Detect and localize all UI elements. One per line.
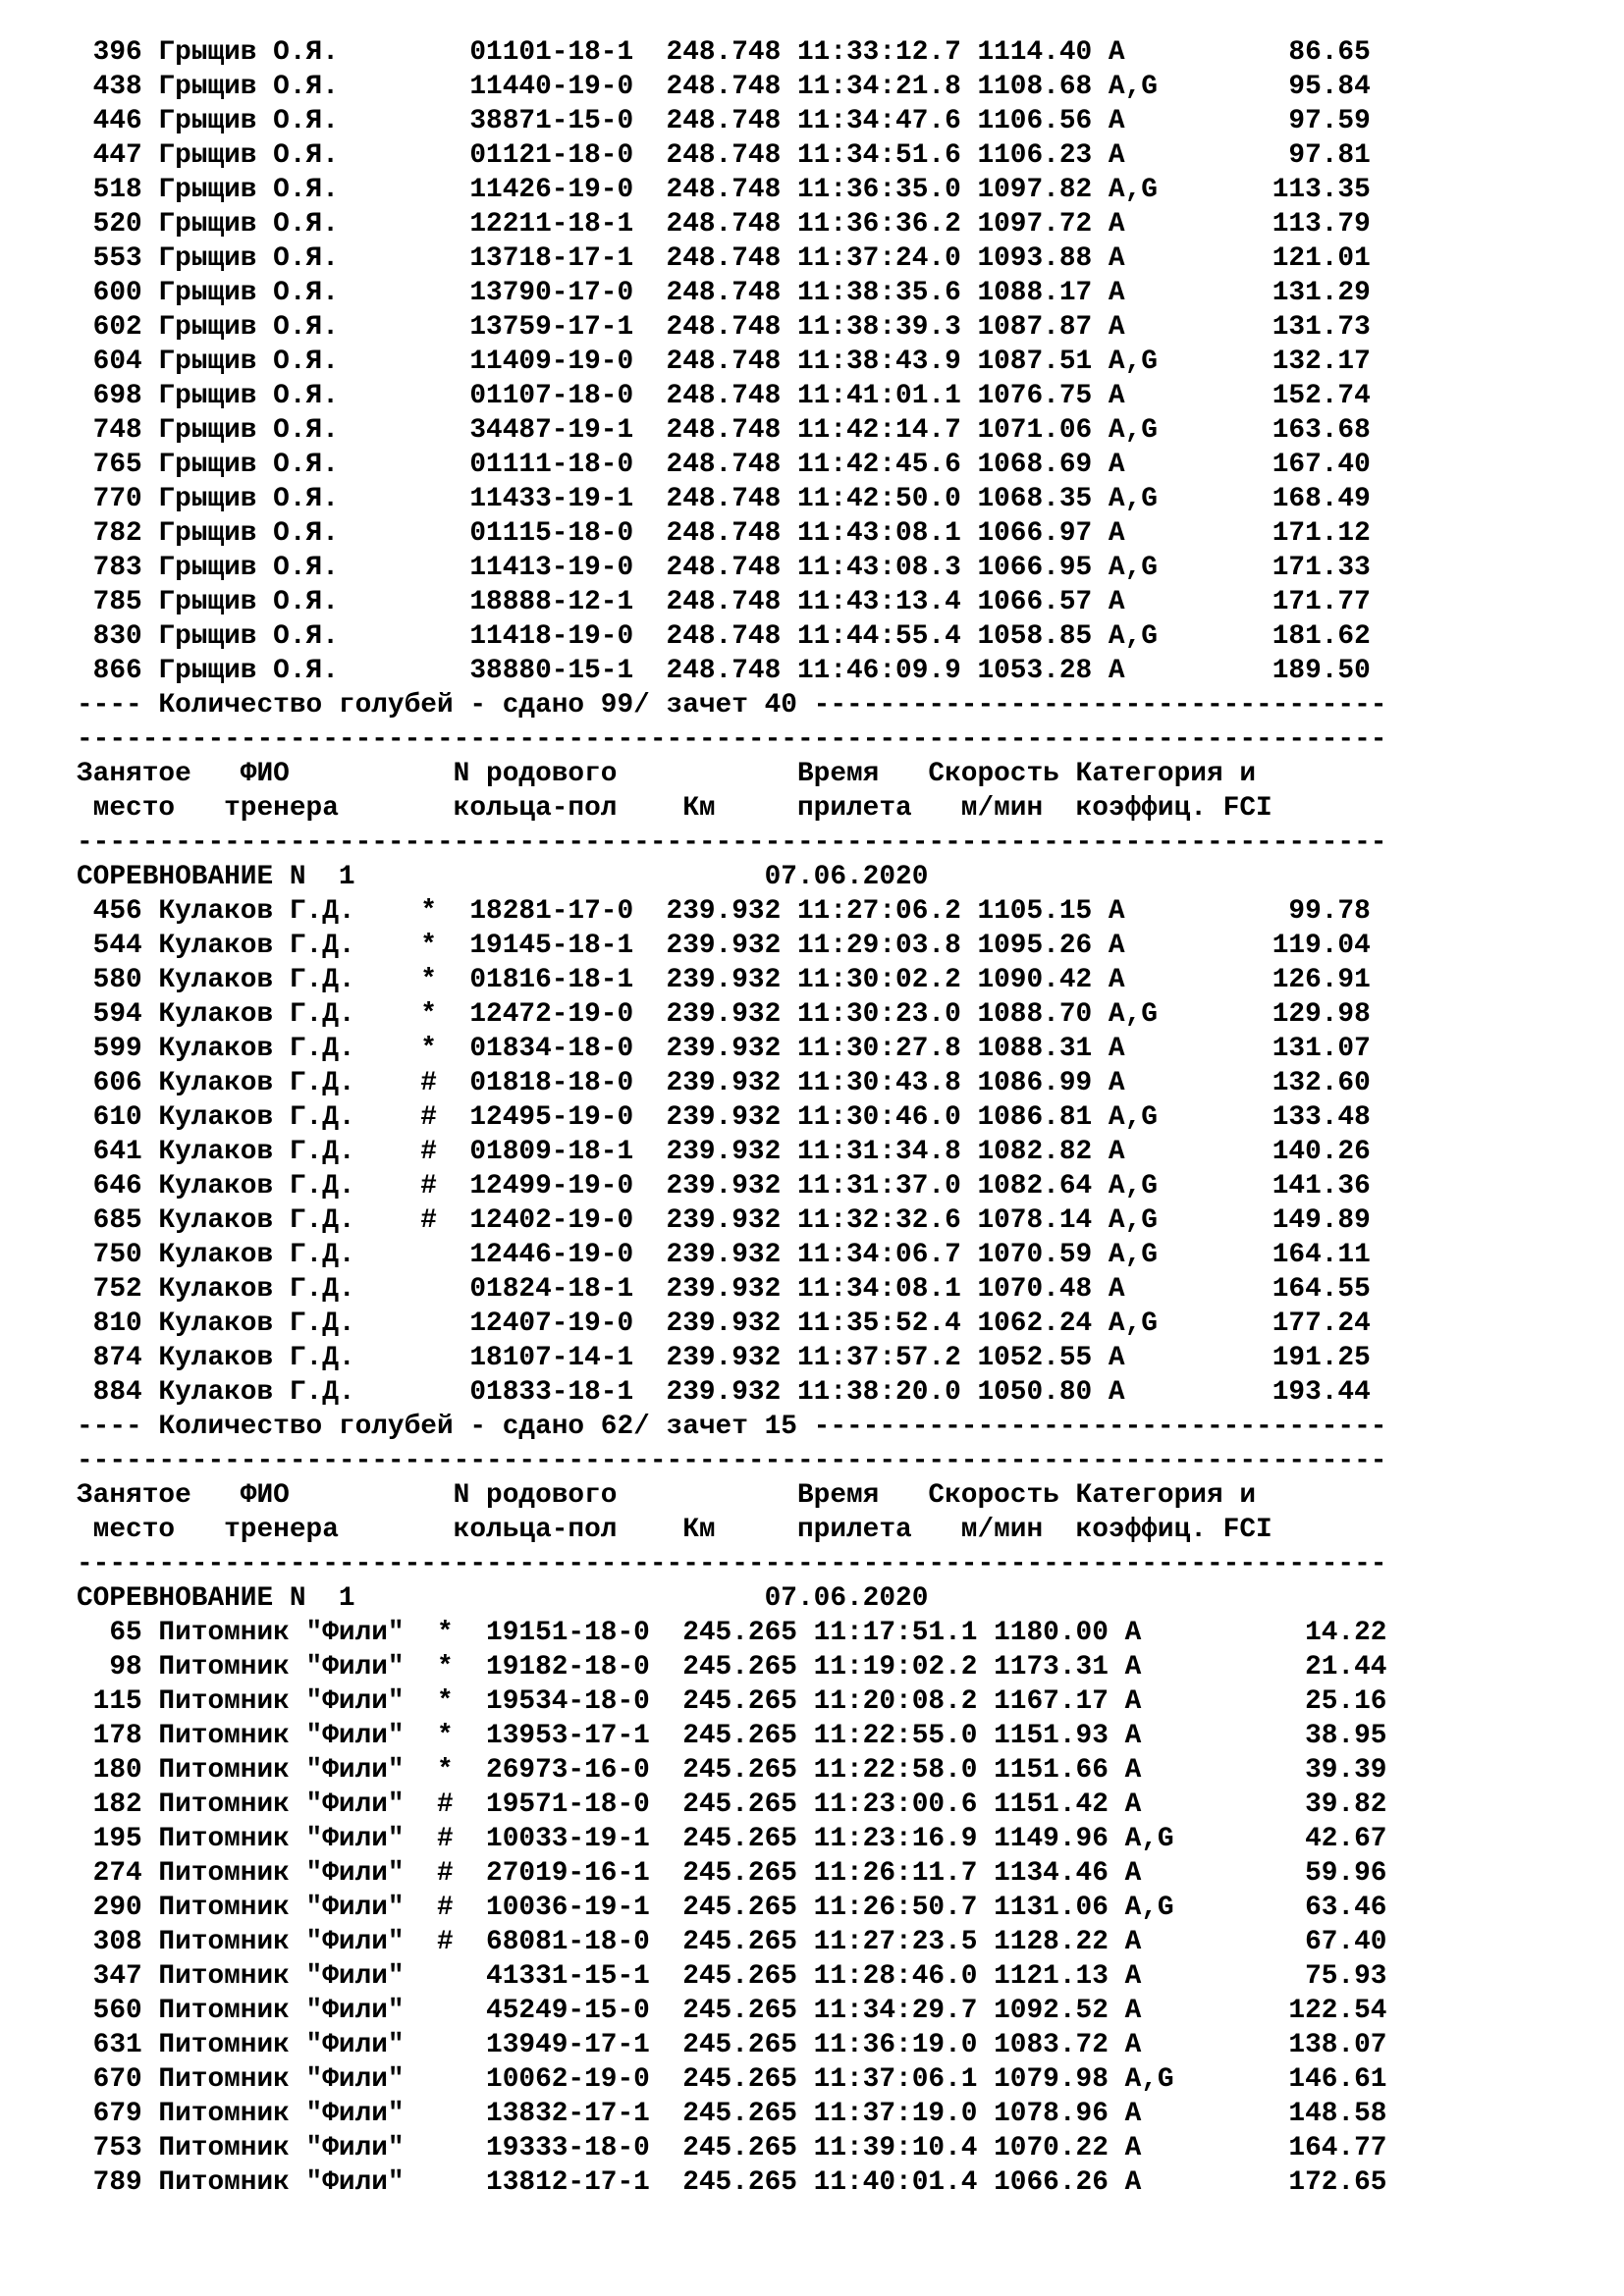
report-line: --------------------------------------------------------------------------------: [77, 724, 1387, 755]
report-line: --------------------------------------------------------------------------------: [77, 1446, 1387, 1476]
report-line: 396 Грыщив О.Я. 01101-18-1 248.748 11:33:12.7 1114.40 A 86.65: [77, 37, 1371, 68]
report-line: 182 Питомник "Фили" # 19571-18-0 245.265 11:23:00.6 1151.42 A 39.82: [77, 1789, 1387, 1820]
report-line: 599 Кулаков Г.Д. * 01834-18-0 239.932 11:30:27.8 1088.31 A 131.07: [77, 1034, 1371, 1064]
report-line: место тренера кольца-пол Км прилета м/мин коэффиц. FCI: [77, 1515, 1272, 1545]
report-line: 783 Грыщив О.Я. 11413-19-0 248.748 11:43:08.3 1066.95 A,G 171.33: [77, 553, 1371, 583]
report-line: 765 Грыщив О.Я. 01111-18-0 248.748 11:42:45.6 1068.69 A 167.40: [77, 450, 1371, 480]
report-line: 347 Питомник "Фили" 41331-15-1 245.265 11:28:46.0 1121.13 A 75.93: [77, 1961, 1387, 1992]
report-line: 679 Питомник "Фили" 13832-17-1 245.265 11:37:19.0 1078.96 A 148.58: [77, 2099, 1387, 2129]
report-line: 580 Кулаков Г.Д. * 01816-18-1 239.932 11:30:02.2 1090.42 A 126.91: [77, 965, 1371, 995]
report-line: СОРЕВНОВАНИЕ N 1 07.06.2020: [77, 1583, 929, 1614]
report-line: Занятое ФИО N родового Время Скорость Категория и: [77, 759, 1257, 789]
report-line: 602 Грыщив О.Я. 13759-17-1 248.748 11:38:39.3 1087.87 A 131.73: [77, 312, 1371, 343]
report-line: 180 Питомник "Фили" * 26973-16-0 245.265 11:22:58.0 1151.66 A 39.39: [77, 1755, 1387, 1786]
report-line: 770 Грыщив О.Я. 11433-19-1 248.748 11:42:50.0 1068.35 A,G 168.49: [77, 484, 1371, 514]
report-line: 594 Кулаков Г.Д. * 12472-19-0 239.932 11:30:23.0 1088.70 A,G 129.98: [77, 999, 1371, 1030]
report-line: 606 Кулаков Г.Д. # 01818-18-0 239.932 11:30:43.8 1086.99 A 132.60: [77, 1068, 1371, 1098]
report-line: 290 Питомник "Фили" # 10036-19-1 245.265 11:26:50.7 1131.06 A,G 63.46: [77, 1893, 1387, 1923]
report-line: 195 Питомник "Фили" # 10033-19-1 245.265 11:23:16.9 1149.96 A,G 42.67: [77, 1824, 1387, 1854]
report-line: 830 Грыщив О.Я. 11418-19-0 248.748 11:44:55.4 1058.85 A,G 181.62: [77, 621, 1371, 652]
report-line: --------------------------------------------------------------------------------: [77, 1549, 1387, 1579]
report-line: --------------------------------------------------------------------------------: [77, 828, 1387, 858]
report-line: место тренера кольца-пол Км прилета м/мин коэффиц. FCI: [77, 793, 1272, 824]
report-line: 748 Грыщив О.Я. 34487-19-1 248.748 11:42:14.7 1071.06 A,G 163.68: [77, 415, 1371, 446]
report-line: 274 Питомник "Фили" # 27019-16-1 245.265 11:26:11.7 1134.46 A 59.96: [77, 1858, 1387, 1889]
report-line: 631 Питомник "Фили" 13949-17-1 245.265 11:36:19.0 1083.72 A 138.07: [77, 2030, 1387, 2060]
report-line: 641 Кулаков Г.Д. # 01809-18-1 239.932 11:31:34.8 1082.82 A 140.26: [77, 1137, 1371, 1167]
results-report: [77, 35, 1386, 2200]
report-line: ---- Количество голубей - сдано 62/ зачет 15 -----------------------------------: [77, 1412, 1387, 1442]
report-line: 866 Грыщив О.Я. 38880-15-1 248.748 11:46:09.9 1053.28 A 189.50: [77, 656, 1371, 686]
report-line: 789 Питомник "Фили" 13812-17-1 245.265 11:40:01.4 1066.26 A 172.65: [77, 2167, 1387, 2198]
report-line: 685 Кулаков Г.Д. # 12402-19-0 239.932 11:32:32.6 1078.14 A,G 149.89: [77, 1205, 1371, 1236]
report-line: 610 Кулаков Г.Д. # 12495-19-0 239.932 11:30:46.0 1086.81 A,G 133.48: [77, 1102, 1371, 1133]
report-line: 560 Питомник "Фили" 45249-15-0 245.265 11:34:29.7 1092.52 A 122.54: [77, 1996, 1387, 2026]
report-line: 438 Грыщив О.Я. 11440-19-0 248.748 11:34:21.8 1108.68 A,G 95.84: [77, 72, 1371, 102]
report-line: 810 Кулаков Г.Д. 12407-19-0 239.932 11:35:52.4 1062.24 A,G 177.24: [77, 1308, 1371, 1339]
report-line: Занятое ФИО N родового Время Скорость Категория и: [77, 1480, 1257, 1511]
report-line: 604 Грыщив О.Я. 11409-19-0 248.748 11:38:43.9 1087.51 A,G 132.17: [77, 347, 1371, 377]
report-line: 553 Грыщив О.Я. 13718-17-1 248.748 11:37:24.0 1093.88 A 121.01: [77, 243, 1371, 274]
report-line: 698 Грыщив О.Я. 01107-18-0 248.748 11:41:01.1 1076.75 A 152.74: [77, 381, 1371, 411]
report-line: 670 Питомник "Фили" 10062-19-0 245.265 11:37:06.1 1079.98 A,G 146.61: [77, 2064, 1387, 2095]
report-line: 646 Кулаков Г.Д. # 12499-19-0 239.932 11:31:37.0 1082.64 A,G 141.36: [77, 1171, 1371, 1201]
report-line: 446 Грыщив О.Я. 38871-15-0 248.748 11:34:47.6 1106.56 A 97.59: [77, 106, 1371, 136]
report-line: 782 Грыщив О.Я. 01115-18-0 248.748 11:43:08.1 1066.97 A 171.12: [77, 518, 1371, 549]
report-line: 750 Кулаков Г.Д. 12446-19-0 239.932 11:34:06.7 1070.59 A,G 164.11: [77, 1240, 1371, 1270]
report-line: 308 Питомник "Фили" # 68081-18-0 245.265 11:27:23.5 1128.22 A 67.40: [77, 1927, 1387, 1957]
report-line: 884 Кулаков Г.Д. 01833-18-1 239.932 11:38:20.0 1050.80 A 193.44: [77, 1377, 1371, 1408]
report-line: 447 Грыщив О.Я. 01121-18-0 248.748 11:34:51.6 1106.23 A 97.81: [77, 140, 1371, 171]
report-line: 115 Питомник "Фили" * 19534-18-0 245.265 11:20:08.2 1167.17 A 25.16: [77, 1686, 1387, 1717]
report-line: 752 Кулаков Г.Д. 01824-18-1 239.932 11:34:08.1 1070.48 A 164.55: [77, 1274, 1371, 1305]
report-line: ---- Количество голубей - сдано 99/ зачет 40 -----------------------------------: [77, 690, 1387, 721]
report-line: 785 Грыщив О.Я. 18888-12-1 248.748 11:43:13.4 1066.57 A 171.77: [77, 587, 1371, 617]
report-line: 456 Кулаков Г.Д. * 18281-17-0 239.932 11:27:06.2 1105.15 A 99.78: [77, 896, 1371, 927]
report-line: 65 Питомник "Фили" * 19151-18-0 245.265 11:17:51.1 1180.00 A 14.22: [77, 1618, 1387, 1648]
report-line: 544 Кулаков Г.Д. * 19145-18-1 239.932 11:29:03.8 1095.26 A 119.04: [77, 931, 1371, 961]
report-line: СОРЕВНОВАНИЕ N 1 07.06.2020: [77, 862, 929, 892]
report-line: 874 Кулаков Г.Д. 18107-14-1 239.932 11:37:57.2 1052.55 A 191.25: [77, 1343, 1371, 1373]
report-line: 753 Питомник "Фили" 19333-18-0 245.265 11:39:10.4 1070.22 A 164.77: [77, 2133, 1387, 2163]
report-line: 98 Питомник "Фили" * 19182-18-0 245.265 11:19:02.2 1173.31 A 21.44: [77, 1652, 1387, 1682]
report-line: 518 Грыщив О.Я. 11426-19-0 248.748 11:36:35.0 1097.82 A,G 113.35: [77, 175, 1371, 205]
report-line: 178 Питомник "Фили" * 13953-17-1 245.265 11:22:55.0 1151.93 A 38.95: [77, 1721, 1387, 1751]
report-line: 600 Грыщив О.Я. 13790-17-0 248.748 11:38:35.6 1088.17 A 131.29: [77, 278, 1371, 308]
report-line: 520 Грыщив О.Я. 12211-18-1 248.748 11:36:36.2 1097.72 A 113.79: [77, 209, 1371, 240]
